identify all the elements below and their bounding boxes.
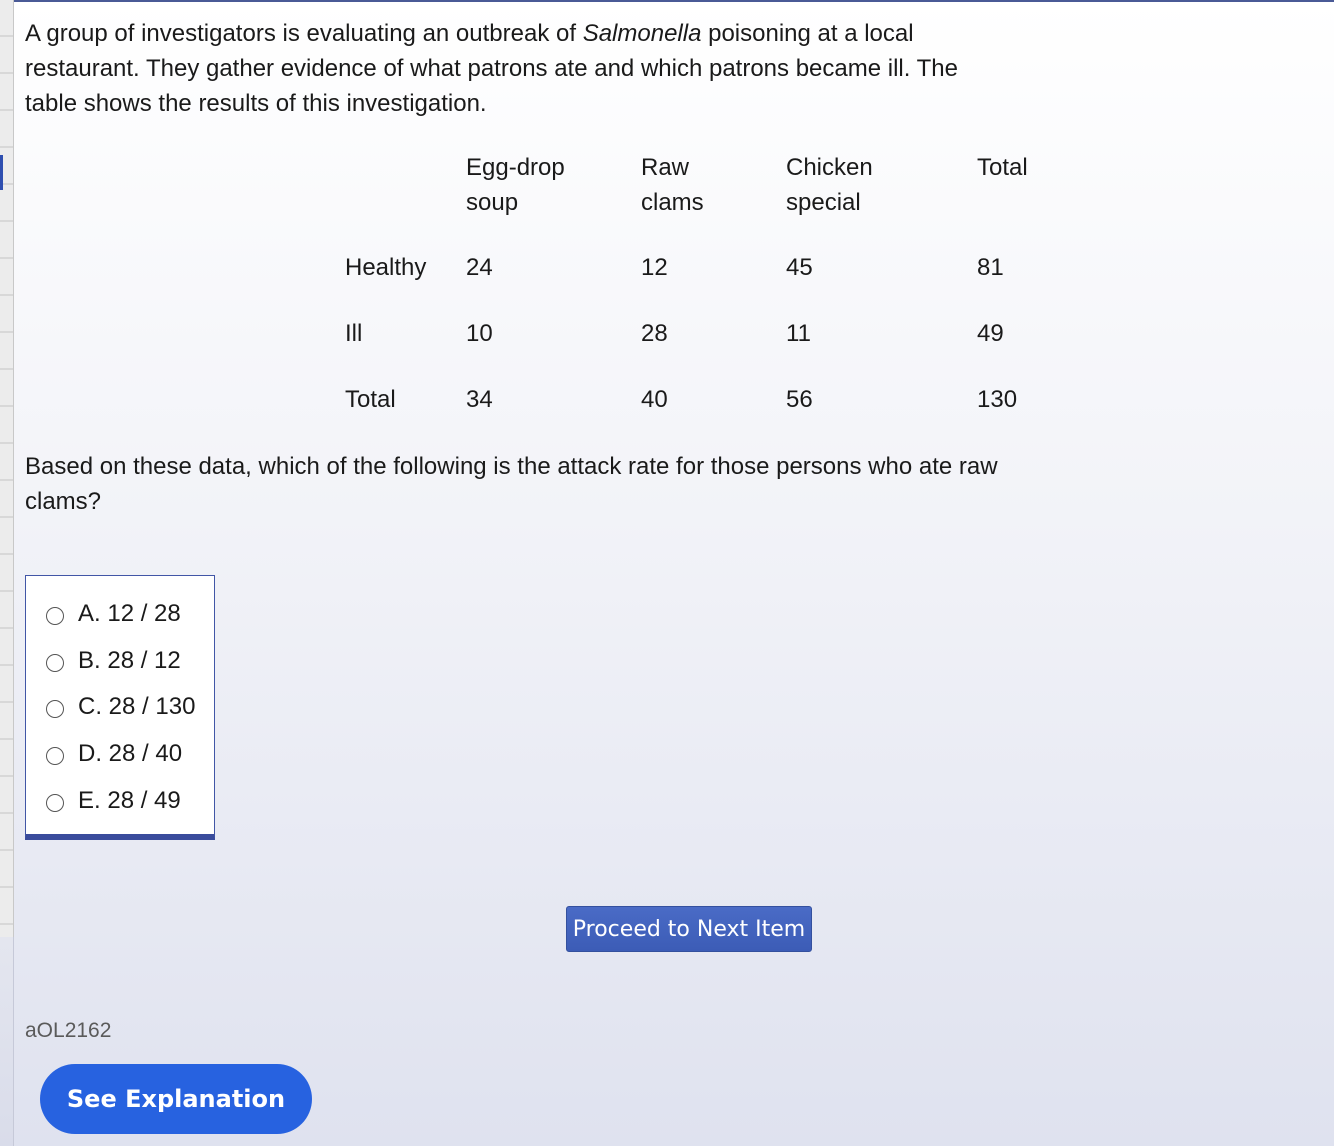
table-corner-cell (345, 150, 466, 250)
see-explanation-button[interactable]: See Explanation (40, 1064, 312, 1134)
choice-d-label: D. 28 / 40 (78, 739, 183, 767)
table-cell: 24 (466, 254, 493, 281)
choice-a-label: A. 12 / 28 (78, 599, 181, 627)
question-line2: clams? (25, 488, 102, 515)
table-row-healthy (345, 250, 1057, 316)
choice-a[interactable] (46, 593, 181, 633)
choice-e[interactable] (46, 780, 181, 820)
radio-button-icon[interactable] (46, 747, 64, 765)
results-table (345, 150, 1057, 448)
table-cell: 10 (466, 320, 493, 347)
table-cell: 130 (977, 386, 1018, 413)
table-row-ill (345, 316, 1057, 382)
stem-text-start: A group of investigators is evaluating an outbreak of (25, 20, 583, 47)
item-id: aOL2162 (25, 1019, 112, 1042)
radio-button-icon[interactable] (46, 607, 64, 625)
table-row-total (345, 382, 1057, 448)
table-cell: 81 (977, 254, 1004, 281)
row-label: Ill (345, 320, 363, 347)
row-label: Total (345, 386, 396, 413)
table-cell: 12 (641, 254, 668, 281)
row-label: Healthy (345, 254, 427, 281)
choice-c-label: C. 28 / 130 (78, 692, 196, 720)
table-header-row (345, 150, 1057, 250)
table-cell: 40 (641, 386, 668, 413)
table-cell: 45 (786, 254, 813, 281)
question-stem (25, 16, 1025, 121)
radio-button-icon[interactable] (46, 700, 64, 718)
radio-button-icon[interactable] (46, 654, 64, 672)
choice-e-label: E. 28 / 49 (78, 786, 181, 814)
radio-button-icon[interactable] (46, 794, 64, 812)
table-cell: 34 (466, 386, 493, 413)
top-border (13, 0, 1334, 2)
question-line1: Based on these data, which of the following is the attack rate for those persons who ate raw (25, 453, 998, 480)
choice-b-label: B. 28 / 12 (78, 646, 181, 674)
choice-d[interactable] (46, 733, 182, 773)
table-cell: 11 (786, 320, 811, 347)
answer-choices (25, 575, 215, 840)
question-prompt (25, 449, 1055, 519)
stem-text-line2: restaurant. They gather evidence of what patrons ate and which patrons became ill. The (25, 55, 958, 82)
left-gutter (0, 0, 14, 937)
table-cell: 56 (786, 386, 813, 413)
column-header-egg-drop-soup: Egg-drop soup (466, 154, 565, 216)
choice-b[interactable] (46, 640, 181, 680)
stem-organism: Salmonella (582, 20, 702, 47)
stem-text-line3: table shows the results of this investigation. (25, 90, 487, 117)
stem-text-line1-end: poisoning at a local (701, 20, 914, 47)
column-header-chicken-special: Chicken special (786, 154, 873, 216)
column-header-raw-clams: Raw clams (641, 154, 704, 216)
left-gutter-marker (0, 155, 3, 190)
proceed-next-button[interactable]: Proceed to Next Item (566, 906, 812, 952)
table-cell: 28 (641, 320, 668, 347)
left-gutter-lower (0, 937, 14, 1146)
choice-c[interactable] (46, 686, 195, 726)
table-cell: 49 (977, 320, 1004, 347)
column-header-total: Total (977, 154, 1028, 181)
